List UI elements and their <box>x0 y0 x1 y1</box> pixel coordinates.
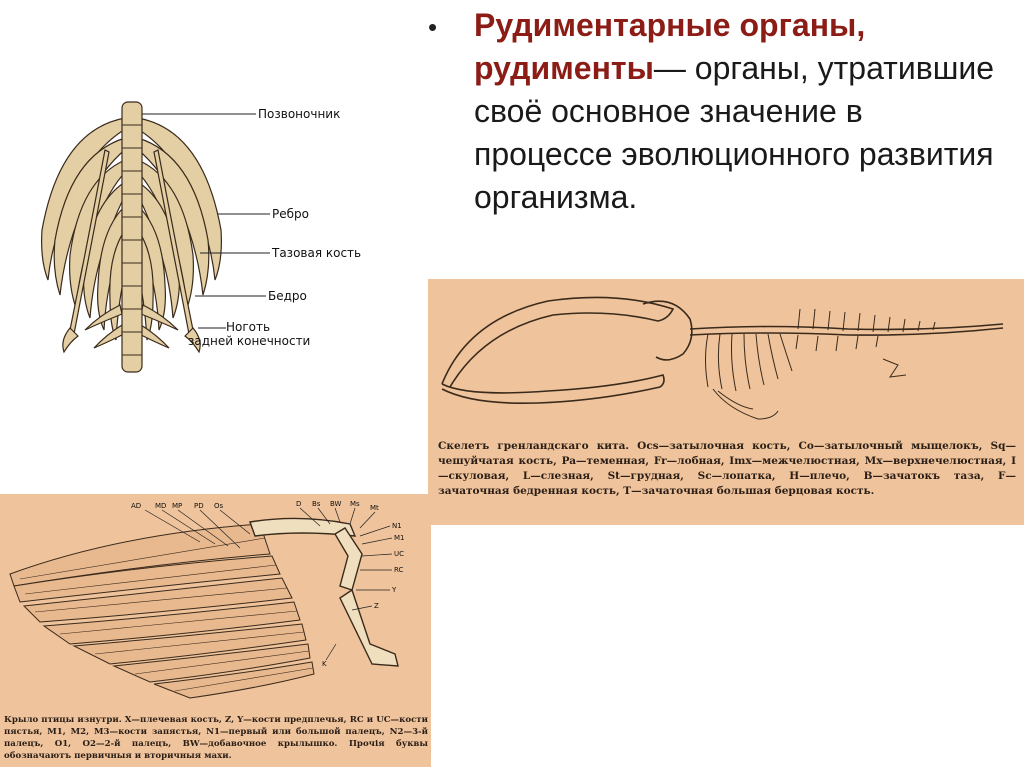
label-femur: Бедро <box>268 289 307 303</box>
bird-label-n1: N1 <box>392 522 402 530</box>
bird-label-md: MD <box>155 502 167 510</box>
whale-skeleton-panel <box>428 279 1024 525</box>
label-claw-line2: задней конечности <box>188 334 311 348</box>
bird-label-d: D <box>296 500 302 508</box>
snake-skeleton-figure <box>30 90 375 380</box>
bird-label-z: Z <box>374 602 379 610</box>
bird-label-k: K <box>322 660 327 668</box>
bird-label-bs: Bs <box>312 500 321 508</box>
bird-label-ms: Ms <box>350 500 360 508</box>
bird-label-uc: UC <box>394 550 405 558</box>
label-spine: Позвоночник <box>258 107 341 121</box>
definition-text: — органы, утратившие своё основное значение в процессе эволюционного развития организма. <box>474 50 995 215</box>
term-primary: Рудиментарные органы, <box>474 7 866 43</box>
bird-label-mp: MP <box>172 502 183 510</box>
bird-label-y: Y <box>392 586 397 594</box>
label-pelvis: Тазовая кость <box>272 246 362 260</box>
bird-label-rc: RC <box>394 566 404 574</box>
whale-caption: Скелетъ гренландскаго кита. Ocs—затылочная кость, Co—затылочный мыщелокъ, Sq—чешуйчатая кость, Pa—теменная, Fr—лобная, Imx—межчелюстная, Mx—верхнечелюстная, I—скуловая, L—слезная, St—грудная, Sc—лопатка, H—плечо, B—зачатокъ таза, F—зачаточная бедренная кость, T—зачаточная большая берцовая кость. <box>438 440 1016 497</box>
bird-label-mt: Mt <box>370 504 379 512</box>
whale-skeleton-drawing <box>428 279 1024 439</box>
bird-label-pd: PD <box>194 502 204 510</box>
bird-label-m1: M1 <box>394 534 405 542</box>
bird-wing-panel <box>0 494 431 767</box>
bullet-marker: • <box>428 12 438 42</box>
bird-label-os: Os <box>214 502 224 510</box>
bird-label-bw: BW <box>330 500 342 508</box>
term-secondary: рудименты <box>474 50 654 86</box>
bird-caption: Крыло птицы изнутри. X—плечевая кость, Z, Y—кости предплечья, RC и UC—кости пястья, M1, M2, M3—кости запястья, N1—первый или большой палецъ, N2—3-й палецъ, O1, O2—2-й палецъ, BW—добавочное крылышко. Прочія буквы обозначаютъ первичныя и вторичныя махи. <box>4 715 428 761</box>
label-claw-line1: Ноготь <box>226 320 271 334</box>
bird-wing-drawing <box>0 494 431 712</box>
label-rib: Ребро <box>272 207 309 221</box>
bird-label-ad: AD <box>131 502 142 510</box>
definition-paragraph <box>474 4 1004 219</box>
snake-skeleton-drawing <box>30 90 375 380</box>
